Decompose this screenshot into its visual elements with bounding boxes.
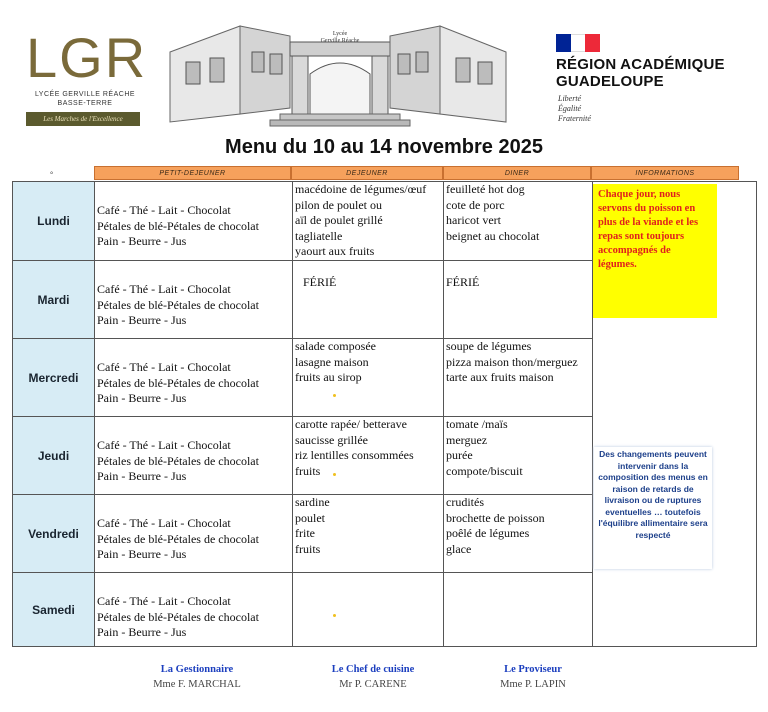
region-name-line1: RÉGION ACADÉMIQUE [556, 56, 725, 73]
breakfast-lundi: Café - Thé - Lait - Chocolat Pétales de blé-Pétales de chocolat Pain - Beurre - Jus [97, 203, 259, 248]
decorative-dot [333, 394, 336, 397]
motto-fraternite: Fraternité [558, 114, 591, 123]
breakfast-samedi: Café - Thé - Lait - Chocolat Pétales de blé-Pétales de chocolat Pain - Beurre - Jus [97, 594, 259, 639]
school-name-line2: BASSE-TERRE [57, 100, 113, 107]
decorative-dot [333, 614, 336, 617]
day-label-lundi: Lundi [13, 182, 94, 260]
logo-letters: LGR [26, 26, 148, 89]
signature-role: La Gestionnaire [160, 664, 234, 675]
page-title: Menu du 10 au 14 novembre 2025 [225, 136, 543, 158]
column-header-breakfast: PETIT-DEJEUNER [94, 166, 291, 180]
grid-line [13, 338, 593, 339]
grid-line [13, 416, 593, 417]
school-building-illustration [160, 22, 516, 130]
signature-chef [293, 662, 453, 692]
signature-name: Mme P. LAPIN [500, 679, 566, 690]
signature-role: Le Chef de cuisine [331, 664, 415, 675]
breakfast-jeudi: Café - Thé - Lait - Chocolat Pétales de blé-Pétales de chocolat Pain - Beurre - Jus [97, 438, 259, 483]
info-note-changes: Des changements peuvent intervenir dans la composition des menus en raison de retards de livraison ou de ruptures eventuelles … toutefois l'équilibre allimentaire sera respecté [594, 447, 712, 569]
school-logo [26, 26, 148, 128]
grid-line [292, 182, 293, 646]
breakfast-vendredi: Café - Thé - Lait - Chocolat Pétales de blé-Pétales de chocolat Pain - Beurre - Jus [97, 516, 259, 561]
region-name-line2: GUADELOUPE [556, 73, 664, 90]
republic-motto [558, 94, 591, 124]
day-label-vendredi: Vendredi [13, 495, 94, 572]
lunch-vendredi: sardine poulet frite fruits [295, 495, 330, 556]
signature-name: Mr P. CARENE [339, 679, 407, 690]
lunch-lundi: macédoine de légumes/œuf pilon de poulet ou aïl de poulet grillé tagliatelle yaourt aux fruits [295, 182, 427, 258]
grid-line [13, 494, 593, 495]
grid-line [13, 260, 593, 261]
column-header-info: INFORMATIONS [591, 166, 739, 180]
day-label-mercredi: Mercredi [13, 339, 94, 416]
day-label-jeudi: Jeudi [13, 417, 94, 494]
grid-line [94, 182, 95, 646]
breakfast-mercredi: Café - Thé - Lait - Chocolat Pétales de blé-Pétales de chocolat Pain - Beurre - Jus [97, 360, 259, 405]
day-label-samedi: Samedi [13, 573, 94, 646]
dinner-lundi: feuilleté hot dog cote de porc haricot vert beignet au chocolat [446, 182, 540, 243]
dinner-mercredi: soupe de légumes pizza maison thon/merguez tarte aux fruits maison [446, 339, 578, 384]
grid-line [13, 572, 593, 573]
lunch-mardi: FÉRIÉ [303, 275, 337, 289]
signature-name: Mme F. MARCHAL [153, 679, 241, 690]
decorative-dot [333, 473, 336, 476]
day-label-mardi: Mardi [13, 261, 94, 338]
breakfast-mardi: Café - Thé - Lait - Chocolat Pétales de blé-Pétales de chocolat Pain - Beurre - Jus [97, 282, 259, 327]
motto-egalite: Égalité [558, 104, 582, 113]
region-academique-logo [556, 34, 756, 134]
dinner-jeudi: tomate /maïs merguez purée compote/biscuit [446, 417, 523, 478]
school-name [26, 90, 144, 108]
signature-role: Le Proviseur [504, 664, 562, 675]
motto-liberte: Liberté [558, 94, 582, 103]
school-name-line1: LYCÉE GERVILLE RÉACHE [34, 91, 136, 98]
school-tagline: Les Marches de l'Excellence [26, 112, 140, 126]
grid-line [443, 182, 444, 646]
signature-gestionnaire [117, 662, 277, 692]
dinner-mardi: FÉRIÉ [446, 275, 480, 289]
info-note-fish: Chaque jour, nous servons du poisson en plus de la viande et les repas sont toujours accompagnés de légumes. [593, 184, 717, 318]
lunch-jeudi: carotte rapée/ betterave saucisse grillée riz lentilles consommées fruits [295, 417, 414, 478]
building-sign [310, 31, 370, 45]
region-name [556, 56, 725, 90]
dinner-vendredi: crudités brochette de poisson poêlé de légumes glace [446, 495, 545, 556]
lunch-mercredi: salade composée lasagne maison fruits au sirop [295, 339, 376, 384]
signature-proviseur [453, 662, 613, 692]
building-sign-line1: Lycée [332, 31, 348, 37]
column-header-lunch: DEJEUNER [291, 166, 443, 180]
building-sign-line2: Gerville Réache [320, 38, 360, 44]
corner-mark: ° [50, 170, 54, 179]
column-header-dinner: DINER [443, 166, 591, 180]
french-flag-icon [556, 34, 600, 52]
